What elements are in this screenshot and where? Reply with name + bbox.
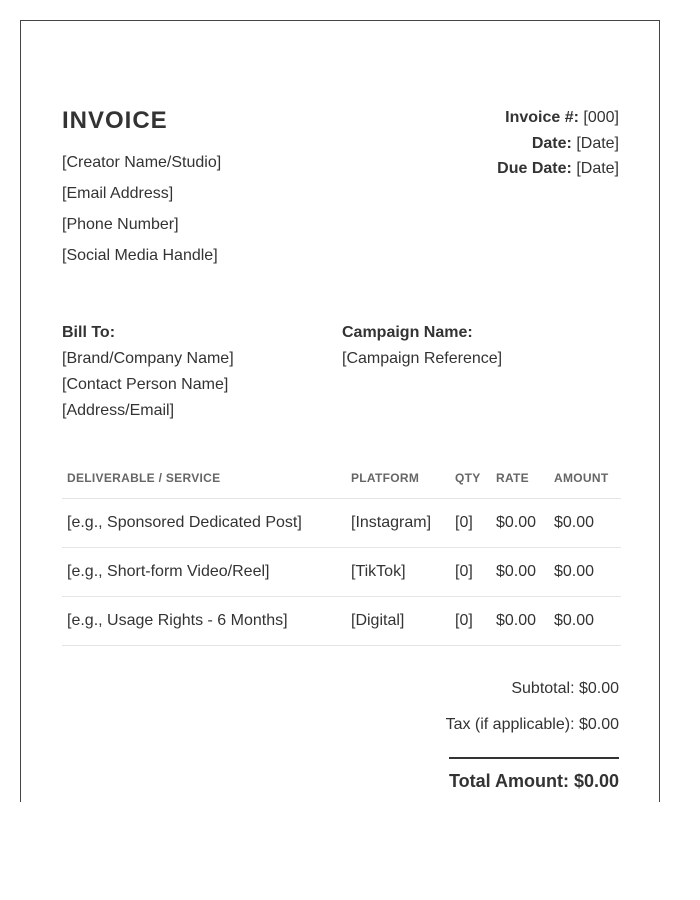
cell-rate: $0.00 <box>491 499 549 548</box>
cell-rate: $0.00 <box>491 597 549 646</box>
cell-rate: $0.00 <box>491 548 549 597</box>
bill-to-contact: [Contact Person Name] <box>62 376 229 393</box>
cell-qty: [0] <box>450 597 491 646</box>
header-rate: RATE <box>491 458 549 499</box>
cell-deliverable: [e.g., Sponsored Dedicated Post] <box>62 499 346 548</box>
invoice-number-value: [000] <box>583 109 619 126</box>
cell-platform: [Instagram] <box>346 499 450 548</box>
creator-name: [Creator Name/Studio] <box>62 154 222 171</box>
header-qty: QTY <box>450 458 491 499</box>
invoice-date-value: [Date] <box>576 134 619 152</box>
table-row <box>62 548 621 597</box>
campaign-section <box>342 320 612 372</box>
totals-section <box>446 677 619 749</box>
campaign-label: Campaign Name: <box>342 324 473 341</box>
bill-to-company: [Brand/Company Name] <box>62 350 234 367</box>
cell-platform: [TikTok] <box>346 548 450 597</box>
bill-to-label: Bill To: <box>62 324 116 341</box>
cell-amount: $0.00 <box>549 548 621 597</box>
subtotal: Subtotal: $0.00 <box>511 680 619 697</box>
invoice-date-label: Date: <box>531 134 572 152</box>
invoice-number-row <box>497 105 619 131</box>
table-row <box>62 597 621 646</box>
table-header-row <box>62 458 621 499</box>
cell-amount: $0.00 <box>549 597 621 646</box>
line-items-table <box>62 458 621 646</box>
tax: Tax (if applicable): $0.00 <box>445 716 619 733</box>
total-divider <box>449 757 619 759</box>
total-amount: Total Amount: $0.00 <box>448 771 619 791</box>
invoice-due-date-value: [Date] <box>576 160 619 177</box>
invoice-title: INVOICE <box>62 107 168 134</box>
cell-platform: [Digital] <box>346 597 450 646</box>
header-platform: PLATFORM <box>346 458 450 499</box>
bill-to-section <box>62 320 332 424</box>
cell-amount: $0.00 <box>549 499 621 548</box>
cell-qty: [0] <box>450 548 491 597</box>
invoice-number-label: Invoice #: <box>505 109 579 126</box>
invoice-due-date-row <box>497 156 619 182</box>
cell-qty: [0] <box>450 499 491 548</box>
cell-deliverable: [e.g., Short-form Video/Reel] <box>62 548 346 597</box>
creator-phone: [Phone Number] <box>62 216 179 233</box>
invoice-page <box>20 20 660 802</box>
creator-social-handle: [Social Media Handle] <box>62 247 218 264</box>
campaign-reference: [Campaign Reference] <box>342 350 503 367</box>
invoice-date-row <box>497 131 619 157</box>
table-row <box>62 499 621 548</box>
invoice-due-date-label: Due Date: <box>497 160 572 177</box>
creator-info <box>62 147 362 271</box>
creator-email: [Email Address] <box>62 185 174 202</box>
invoice-meta <box>497 105 619 182</box>
header-amount: AMOUNT <box>549 458 621 499</box>
cell-deliverable: [e.g., Usage Rights - 6 Months] <box>62 597 346 646</box>
header-deliverable: DELIVERABLE / SERVICE <box>62 458 346 499</box>
bill-to-address: [Address/Email] <box>62 402 175 419</box>
